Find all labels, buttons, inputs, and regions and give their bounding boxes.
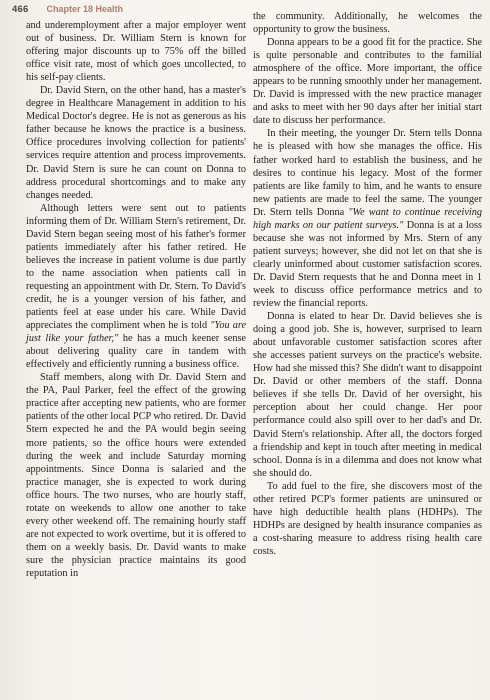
father-quote: "You are just like your father," [26, 320, 246, 345]
left-paragraph-4: Staff members, along with Dr. David Stern and the PA, Paul Parker, feel the effect of the growing practice after accepting new patients, who are former patients of the other local PCP who retired. Dr. David Stern expected he and the PA would begin seeing more patients, so the office hours were extended during the week and include Saturday morning appointments. Since Donna is salaried and the practice manager, she is expected to work during office hours. The two nurses, who are hourly staff, rotate on weekends to allow one another to take every other weekend off. The remaining hourly staff are not expected to work overtime, but it is offered to them on a weekly basis. Dr. David wants to make sure the physician practice maintains its good reputation in [26, 372, 246, 579]
page-number: 466 [12, 3, 29, 15]
right-paragraph-4: Donna is elated to hear Dr. David believes she is doing a good job. She is, however, surprised to learn about unfavorable customer satisfaction scores after she accesses patient surveys on the practice's website. How had she missed this? She didn't want to disappoint Dr. David or other members of the staff. Donna believes if she tells Dr. David of her oversight, his perception about her could change. Her poor performance could also spill over to her dad's and Dr. David Stern's relationship. After all, the doctors forged a friendship and kept in touch after meeting in medical school. Donna is in a dilemma and does not know what she should do. [253, 311, 482, 479]
left-paragraph-1: and underemployment after a major employer went out of business. Dr. William Stern is known for offering major discounts up to 75% off the billed office visit rate, most of which goes uncollected, to his self-pay clients. [26, 20, 246, 84]
right-column [253, 10, 482, 558]
right-paragraph-1: the community. Additionally, he welcomes the opportunity to grow the business. [253, 11, 482, 36]
left-paragraph-3 [26, 202, 246, 372]
left-column [26, 19, 246, 580]
chapter-label: Chapter 18 Health [46, 4, 123, 14]
survey-quote: "We want to continue receiving high marks on our patient surveys." [253, 206, 483, 231]
right-paragraph-2: Donna appears to be a good fit for the practice. She is quite personable and contributes to the familial atmosphere of the office. More important, the office appears to be running smoothly under her management. Dr. David is impressed with the new practice manager and asks to meet with her 90 days after her initial start date to discuss her performance. [253, 37, 482, 127]
left-paragraph-3-text-b: he has a much keener sense about delivering quality care in tandem with effectively and efficiently running a business office. [26, 333, 246, 371]
left-paragraph-2: Dr. David Stern, on the other hand, has a master's degree in Healthcare Management in addition to his Medical Doctor's degree. He is not as generous as his father because he knows the practice is a business. Office procedures involving collection for patients' services require attention and process improvements. Dr. David Stern is sure he can count on Donna to address procedural shortcomings and to make any changes needed. [26, 85, 246, 201]
right-paragraph-3-text-b: Donna is at a loss because she was not informed by Mrs. Stern of any patient surveys; however, she did not let on that she is clearly uninformed about customer satisfaction scores. Dr. David Stern requests that he and Donna meet in 1 week to discuss office performance metrics and to review the financial reports. [253, 219, 482, 310]
right-paragraph-3 [253, 127, 482, 310]
right-paragraph-5: To add fuel to the fire, she discovers most of the other retired PCP's former patients are uninsured or have high deductible health plans (HDHPs). The HDHPs are designed by health insurance companies as a cost-sharing measure to address rising health care costs. [253, 480, 482, 557]
left-paragraph-3-text-a: Although letters were sent out to patients informing them of Dr. William Stern's retirement, Dr. David Stern began seeing most of his father's former patients immediately after his father retired. He believes the increase in patient volume is due partly to the name association when patients call in requesting an appointment with Dr. Stern. To David's credit, he is a younger version of his father, and patients feel at ease under his care. While David appreciates the compliment when he is told [26, 202, 246, 332]
right-paragraph-3-text-a: In their meeting, the younger Dr. Stern tells Donna he is pleased with how she manages the office. His father worked hard to establish the business, and he desires to continue his legacy. Most of the former patients are like family to him, and he wants to ensure new patients are made to feel the same. The younger Dr. Stern tells Donna [253, 128, 482, 218]
